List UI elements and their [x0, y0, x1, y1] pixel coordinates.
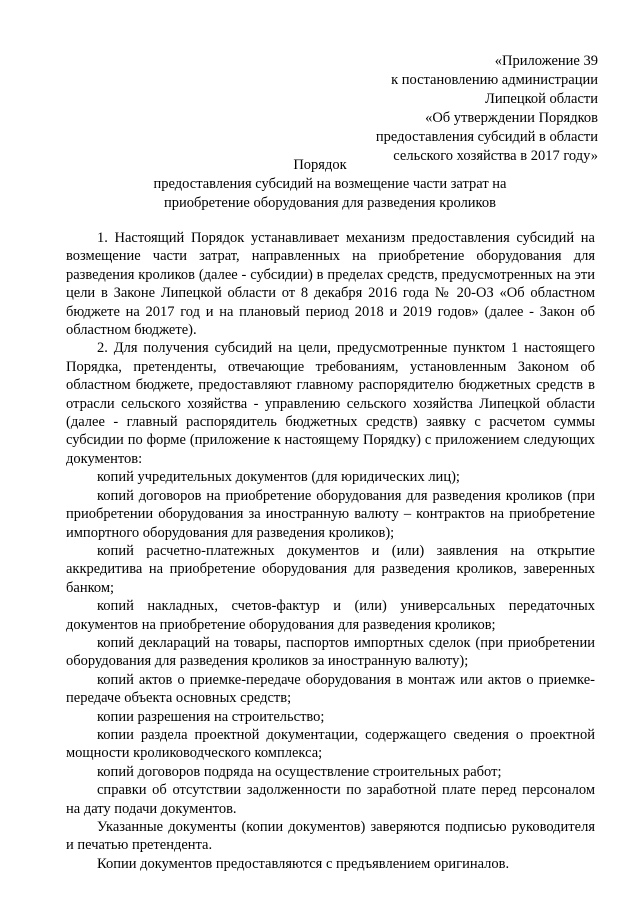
document-list-item: справки об отсутствии задолженности по заработной плате перед персоналом на дату подачи документов.: [66, 782, 595, 817]
appendix-line: сельского хозяйства в 2017 году»: [393, 148, 598, 164]
document-list-item: копий договоров на приобретение оборудования для разведения кроликов (при приобретении оборудования за иностранную валюту – контрактов на приобретение импортного оборудования для разведения кроликов);: [66, 487, 595, 541]
certification-paragraph: Указанные документы (копии документов) заверяются подписью руководителя и печатью претендента.: [66, 819, 595, 854]
document-list-item: копий договоров подряда на осуществление строительных работ;: [97, 763, 502, 780]
document-list-item: копий расчетно-платежных документов и (или) заявления на открытие аккредитива на приобретение оборудования для разведения кроликов, заверенных банком;: [66, 542, 595, 596]
document-list-item: копий накладных, счетов-фактур и (или) универсальных передаточных документов на приобретение оборудования для разведения кроликов;: [66, 598, 595, 633]
document-title: Порядок: [293, 157, 347, 173]
document-list-item: копий актов о приемке-передаче оборудования в монтаж или актов о приемке-передаче объекта основных средств;: [66, 671, 595, 707]
paragraph-1: 1. Настоящий Порядок устанавливает механизм предоставления субсидий на возмещение части затрат, направленных на приобретение оборудования для разведения кроликов (далее - субсидии) в пределах средств, предусмотренных на эти цели в Законе Липецкой области от 8 декабря 2016 года № 20-ОЗ «Об областном бюджете на 2017 год и на плановый период 2018 и 2019 годов» (далее - Закон об областном бюджете).: [66, 230, 595, 339]
appendix-line: к постановлению администрации: [391, 72, 598, 88]
appendix-header: [298, 52, 598, 166]
document-list-item: копии разрешения на строительство;: [97, 708, 325, 725]
document-subtitle: предоставления субсидий на возмещение части затрат на приобретение оборудования для разведения кроликов: [153, 176, 507, 211]
paragraph-2: 2. Для получения субсидий на цели, предусмотренные пунктом 1 настоящего Порядка, претенденты, отвечающие требованиям, установленным Законом об областном бюджете, предоставляют главному распорядителю бюджетных средств в отрасли сельского хозяйства - управлению сельского хозяйства Липецкой области (далее - главный распорядитель бюджетных средств) заявку с расчетом суммы субсидии по форме (приложение к настоящему Порядку) с приложением следующих документов:: [66, 340, 595, 467]
document-list-item: копий деклараций на товары, паспортов импортных сделок (при приобретении оборудования для разведения кроликов за иностранную валюту);: [66, 634, 595, 670]
document-list-item: копий учредительных документов (для юридических лиц);: [97, 469, 460, 486]
document-list-item: копии раздела проектной документации, содержащего сведения о проектной мощности кролиководческого комплекса;: [66, 726, 595, 762]
appendix-line: «Об утверждении Порядков: [425, 110, 598, 126]
originals-paragraph: Копии документов предоставляются с предъявлением оригиналов.: [97, 855, 510, 872]
appendix-line: «Приложение 39: [494, 53, 598, 69]
appendix-line: Липецкой области: [485, 91, 598, 107]
appendix-line: предоставления субсидий в области: [375, 129, 598, 145]
document-body: [66, 229, 595, 873]
